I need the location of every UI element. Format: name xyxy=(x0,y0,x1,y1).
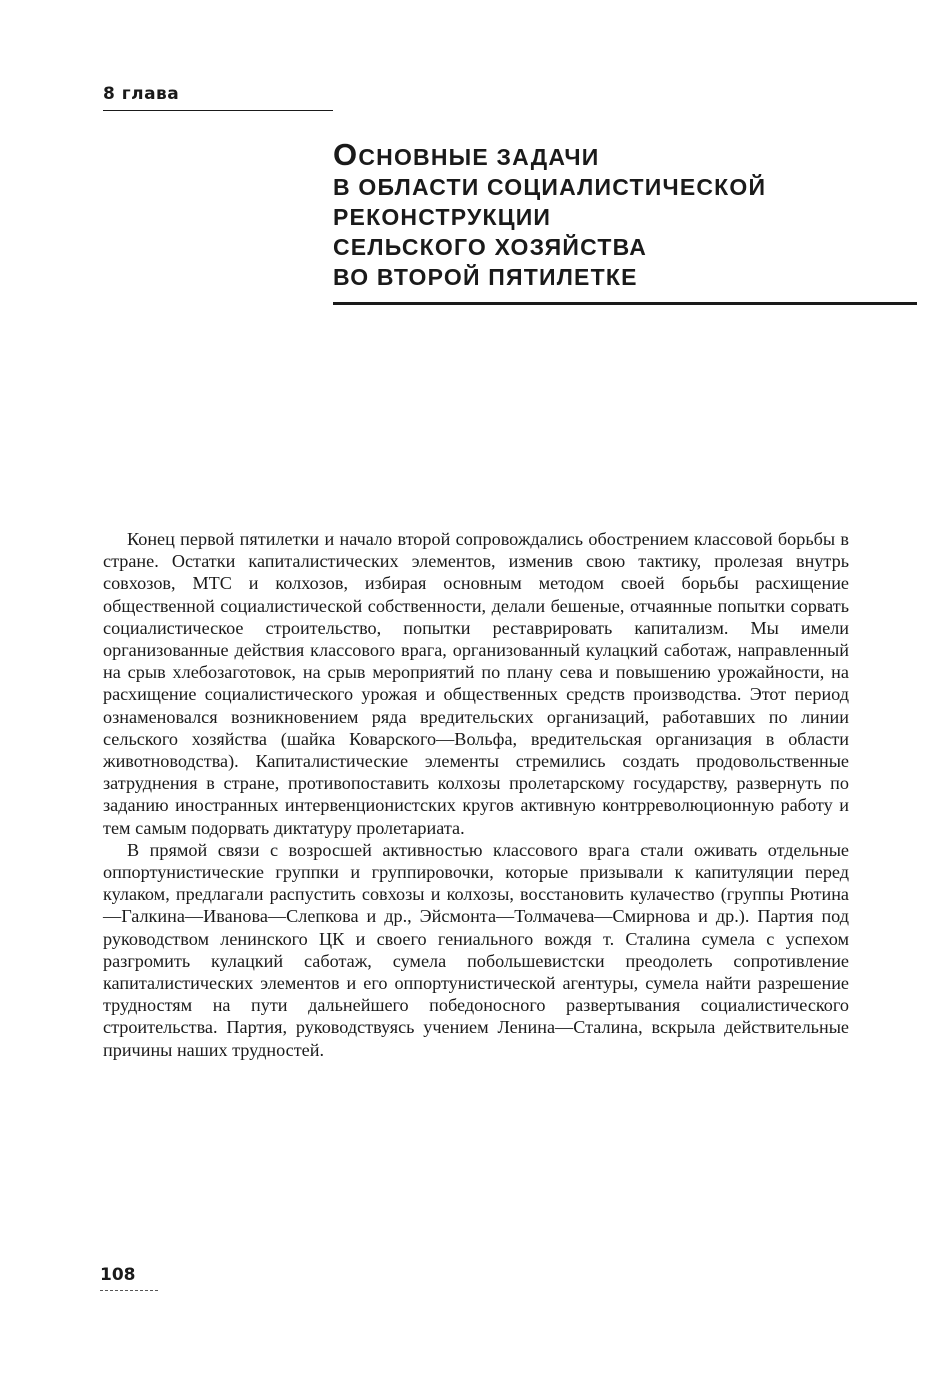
body-text xyxy=(103,528,849,1061)
page-number-rule xyxy=(100,1290,158,1291)
title-rule xyxy=(333,302,917,305)
chapter-rule xyxy=(103,110,333,111)
title-line-3: РЕКОНСТРУКЦИИ xyxy=(333,204,552,230)
paragraph-2: В прямой связи с возросшей активностью классового врага стали оживать отдельные оппортунистические группки и группировочки, которые призывали к капитуляции перед кулаком, предлагали распустить совхозы и колхозы, восстановить кулачество (группы Рютина—Галкина—Иванова—Слепкова и др., Эйсмонта—Толмачева—Смирнова и др.). Партия под руководством ленинского ЦК и своего гениального вождя т. Сталина сумела с успехом разгромить кулацкий саботаж, сумела побольшевистски преодолеть сопротивление капиталистических элементов и его оппортунистической агентуры, сумела найти разрешение трудностям на пути дальнейшего победоносного развертывания социалистического строительства. Партия, руководствуясь учением Ленина—Сталина, вскрыла действительные причины наших трудностей. xyxy=(103,839,849,1060)
title-line-2: В ОБЛАСТИ СОЦИАЛИСТИЧЕСКОЙ xyxy=(333,174,767,200)
title-line-1: ОСНОВНЫЕ ЗАДАЧИ xyxy=(333,137,600,172)
title-line-5: ВО ВТОРОЙ ПЯТИЛЕТКЕ xyxy=(333,264,638,290)
paragraph-1: Конец первой пятилетки и начало второй сопровождались обострением классовой борьбы в стране. Остатки капиталистических элементов, изменив свою тактику, пролезая внутрь совхозов, МТС и колхозов, избирая основным методом своей борьбы расхищение общественной социалистической собственности, делали бешеные, отчаянные попытки сорвать социалистическое строительство, попытки реставрировать капитализм. Мы имели организованные действия классового врага, организованный кулацкий саботаж, направленный на срыв хлебозаготовок, на срыв мероприятий по плану сева и повышению урожайности, на расхищение социалистического урожая и общественных средств производства. Этот период ознаменовался возникновением ряда вредительских организаций, работавших по линии сельского хозяйства (шайка Коварского—Вольфа, вредительская организация в области животноводства). Капиталистические элементы стремились создать продовольственные затруднения в стране, противопоставить колхозы пролетарскому государству, развернуть по заданию иностранных интервенционистских кругов активную контрреволюционную работу и тем самым подорвать диктатуру пролетариата. xyxy=(103,529,849,838)
chapter-title xyxy=(333,137,923,292)
title-line-4: СЕЛЬСКОГО ХОЗЯЙСТВА xyxy=(333,234,648,260)
chapter-label: 8 глава xyxy=(103,84,180,104)
page-number: 108 xyxy=(100,1265,136,1285)
